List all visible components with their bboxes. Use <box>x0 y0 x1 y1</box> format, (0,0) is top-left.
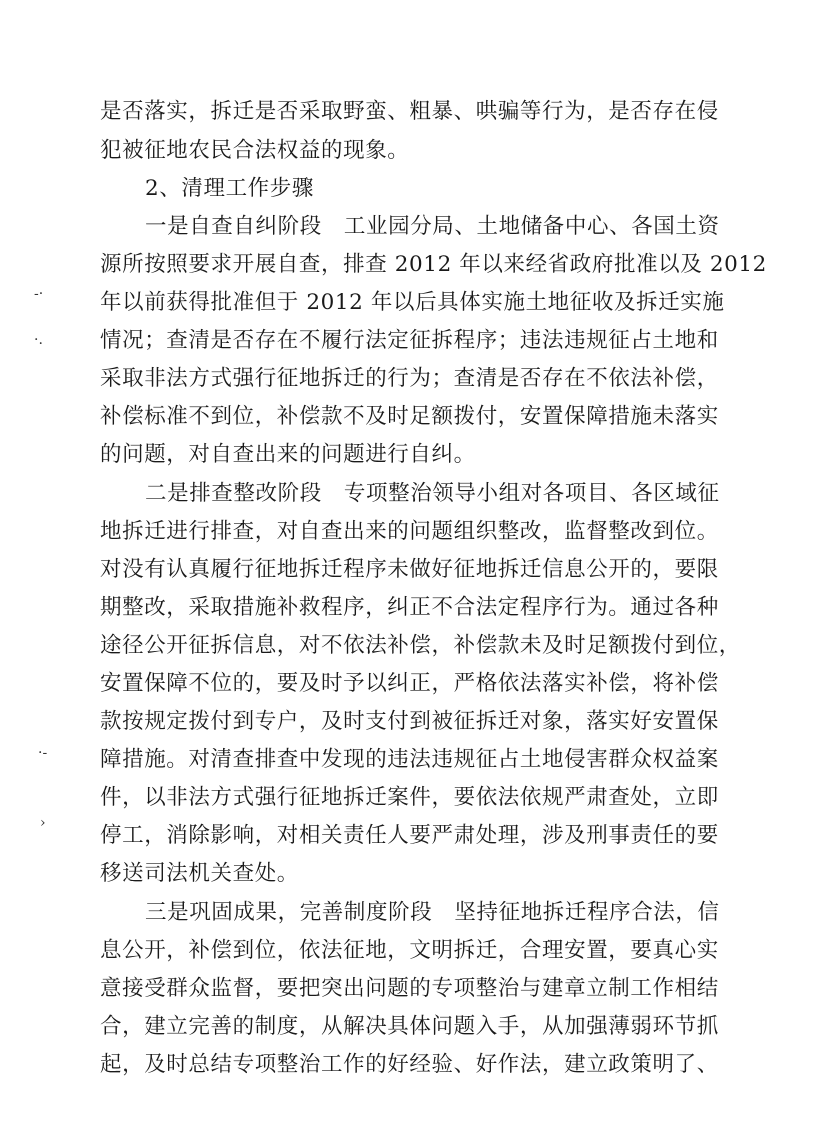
text-line: 障措施。对清查排查中发现的违法违规征占土地侵害群众权益案 <box>100 747 719 772</box>
text-line: 二是排查整改阶段 专项整治领导小组对各项目、各区域征 <box>145 481 720 506</box>
scan-speck: ·- <box>38 745 48 761</box>
text-line: 合，建立完善的制度，从解决具体问题入手，从加强薄弱环节抓 <box>100 1014 719 1039</box>
text-line: 起，及时总结专项整治工作的好经验、好作法，建立政策明了、 <box>100 1052 719 1077</box>
text-line: 期整改，采取措施补救程序，纠正不合法定程序行为。通过各种 <box>100 595 719 620</box>
text-line: 年以前获得批准但于 2012 年以后具体实施土地征收及拆迁实施 <box>100 290 725 315</box>
text-line: 的问题，对自查出来的问题进行自纠。 <box>100 442 476 467</box>
text-line: 息公开，补偿到位，依法征地，文明拆迁，合理安置，要真心实 <box>100 938 719 963</box>
scan-speck: › <box>40 815 46 831</box>
text-line: 情况；查清是否存在不履行法定征拆程序；违法违规征占土地和 <box>100 328 719 353</box>
scan-speck: ·. <box>34 332 43 348</box>
text-line: 对没有认真履行征地拆迁程序未做好征地拆迁信息公开的，要限 <box>100 557 719 582</box>
text-line: 停工，消除影响，对相关责任人要严肃处理，涉及刑事责任的要 <box>100 823 719 848</box>
text-line: 是否落实，拆迁是否采取野蛮、粗暴、哄骗等行为，是否存在侵 <box>100 99 719 124</box>
text-line: 安置保障不位的，要及时予以纠正，严格依法落实补偿，将补偿 <box>100 671 719 696</box>
text-line: 款按规定拨付到专户，及时支付到被征拆迁对象，落实好安置保 <box>100 709 719 734</box>
text-line: 意接受群众监督，要把突出问题的专项整治与建章立制工作相结 <box>100 976 719 1001</box>
text-line: 途径公开征拆信息，对不依法补偿，补偿款未及时足额拨付到位， <box>100 633 741 658</box>
text-line: 件，以非法方式强行征地拆迁案件，要依法依规严肃查处，立即 <box>100 785 719 810</box>
scan-speck: -· <box>34 286 44 302</box>
text-line: 采取非法方式强行征地拆迁的行为；查清是否存在不依法补偿， <box>100 366 719 391</box>
text-line: 犯被征地农民合法权益的现象。 <box>100 138 410 163</box>
section-heading: 2、清理工作步骤 <box>145 176 314 201</box>
text-line: 三是巩固成果，完善制度阶段 坚持征地拆迁程序合法，信 <box>145 900 720 925</box>
text-line: 补偿标准不到位，补偿款不及时足额拨付，安置保障措施未落实 <box>100 404 719 429</box>
text-line: 源所按照要求开展自查，排查 2012 年以来经省政府批准以及 2012 <box>100 252 767 277</box>
text-line: 一是自查自纠阶段 工业园分局、土地储备中心、各国土资 <box>145 214 720 239</box>
text-line: 移送司法机关查处。 <box>100 861 299 886</box>
text-line: 地拆迁进行排查，对自查出来的问题组织整改，监督整改到位。 <box>100 519 719 544</box>
